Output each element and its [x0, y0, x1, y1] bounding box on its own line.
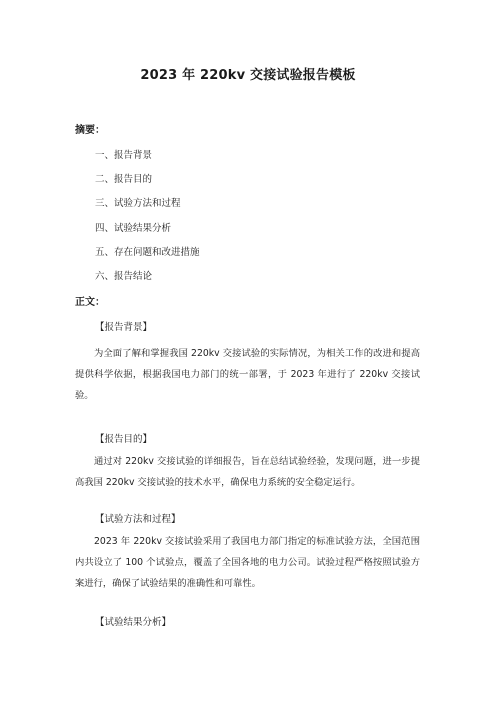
toc-item-issues: 五、存在问题和改进措施 [95, 247, 200, 258]
toc-item-method: 三、试验方法和过程 [95, 198, 181, 209]
toc-item-background: 一、报告背景 [95, 150, 153, 161]
toc-item-purpose: 二、报告目的 [95, 174, 153, 185]
section-text-purpose: 通过对 220kv 交接试验的详细报告，旨在总结试验经验，发现问题，进一步提高我国 220kv 交接试验的技术水平，确保电力系统的安全稳定运行。 [75, 456, 420, 488]
section-heading-results: 【试验结果分析】 [95, 617, 172, 628]
section-text-background: 为全面了解和掌握我国 220kv 交接试验的实际情况，为相关工作的改进和提高提供科学依据，根据我国电力部门的统一部署，于 2023 年进行了 220kv 交接试验。 [75, 348, 420, 401]
toc-item-results: 四、试验结果分析 [95, 223, 172, 234]
section-heading-background: 【报告背景】 [95, 322, 153, 333]
document-title: 2023 年 220kv 交接试验报告模板 [140, 68, 356, 83]
abstract-label: 摘要： [75, 125, 105, 136]
section-heading-purpose: 【报告目的】 [95, 434, 153, 445]
toc-item-conclusion: 六、报告结论 [95, 271, 153, 282]
section-heading-method: 【试验方法和过程】 [95, 514, 181, 525]
body-label: 正文： [75, 297, 105, 308]
section-text-method: 2023 年 220kv 交接试验采用了我国电力部门指定的标准试验方法，全国范围内共设立了 100 个试验点，覆盖了全国各地的电力公司。试验过程严格按照试验方案进行，确保了试验结果的准确性和可靠性。 [75, 536, 420, 589]
